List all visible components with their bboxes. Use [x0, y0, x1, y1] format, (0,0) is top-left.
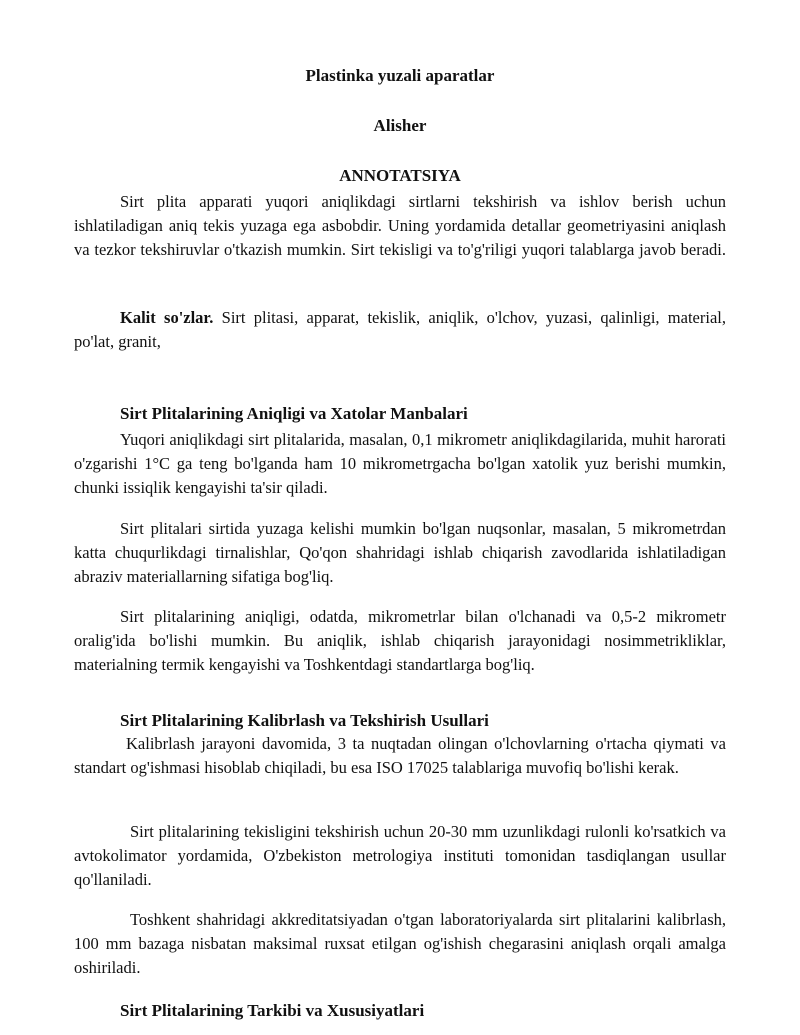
keywords-text: Sirt plitasi, apparat, tekislik, aniqlik, o'lchov, yuzasi, qalinligi, material, po'lat, granit,: [74, 308, 726, 351]
author-name: Alisher: [373, 116, 427, 135]
section-heading: Sirt Plitalarining Kalibrlash va Tekshirish Usullari: [120, 711, 489, 730]
document-title: Plastinka yuzali aparatlar: [305, 66, 495, 85]
keywords-paragraph: [74, 306, 726, 354]
section-heading: Sirt Plitalarining Aniqligi va Xatolar Manbalari: [120, 404, 468, 423]
annotation-text: Sirt plita apparati yuqori aniqlikdagi sirtlarni tekshirish va ishlov berish uchun ishlatiladigan aniq tekis yuzaga ega asbobdir. Uning yordamida detallar geometriyasini aniqlash va tezkor tekshiruvlar o'tkazish mumkin. Sirt tekisligi va to'g'riligi yuqori talablarga javob beradi.: [74, 192, 726, 259]
section-paragraph: Sirt plitalari sirtida yuzaga kelishi mumkin bo'lgan nuqsonlar, masalan, 5 mikrometrdan katta chuqurlikdagi tirnalishlar, Qo'qon shahridagi ishlab chiqarish zavodlarida ishlatiladigan abraziv materiallarning sifatiga bog'liq.: [74, 519, 726, 586]
section-paragraph: Sirt plitalarining aniqligi, odatda, mikrometrlar bilan o'lchanadi va 0,5-2 mikrometr oralig'ida bo'lishi mumkin. Bu aniqlik, ishlab chiqarish jarayonidagi nosimmetrikliklar, materialning termik kengayishi va Toshkentdagi standartlarga bog'liq.: [74, 607, 726, 674]
section-heading: Sirt Plitalarining Tarkibi va Xususiyatlari: [120, 1001, 425, 1020]
section-paragraph: Toshkent shahridagi akkreditatsiyadan o'tgan laboratoriyalarda sirt plitalarini kalibrlash, 100 mm bazaga nisbatan maksimal ruxsat etilgan og'ishish chegarasini aniqlash orqali amalga oshiriladi.: [74, 910, 726, 977]
keywords-label: Kalit so'zlar.: [120, 308, 214, 327]
section-paragraph: Yuqori aniqlikdagi sirt plitalarida, masalan, 0,1 mikrometr aniqlikdagilarida, muhit harorati o'zgarishi 1°C ga teng bo'lganda ham 10 mikrometrgacha bo'lgan xatolik yuz berishi mumkin, chunki issiqlik kengayishi ta'sir qiladi.: [74, 430, 726, 497]
section-paragraph: Kalibrlash jarayoni davomida, 3 ta nuqtadan olingan o'lchovlarning o'rtacha qiymati va standart og'ishmasi hisoblab chiqiladi, bu esa ISO 17025 talablariga muvofiq bo'lishi kerak.: [74, 734, 726, 777]
annotation-heading: ANNOTATSIYA: [339, 166, 461, 185]
section-paragraph: Sirt plitalarining tekisligini tekshirish uchun 20-30 mm uzunlikdagi rulonli ko'rsatkich va avtokolimator yordamida, O'zbekiston metrologiya instituti tomonidan tasdiqlangan usullar qo'llaniladi.: [74, 822, 726, 889]
